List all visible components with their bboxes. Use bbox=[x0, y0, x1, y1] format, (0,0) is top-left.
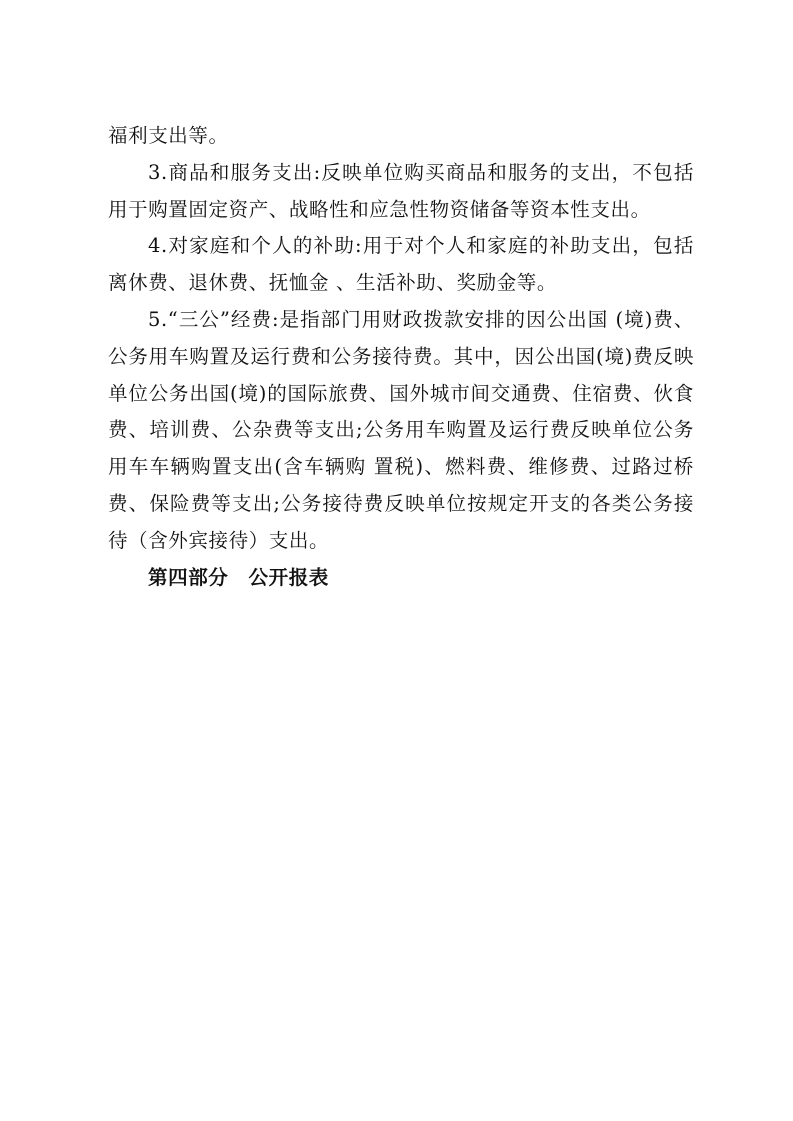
text-line: 括离休费、退休费、抚恤金 、生活补助、奖励金等。 bbox=[108, 234, 694, 295]
text-line: 支的各类公务接待（含外宾接待）支出。 bbox=[108, 491, 694, 552]
text-line: 映单位公务用车车辆购置支出(含车辆购 置税)、燃料费、维修 bbox=[108, 418, 694, 479]
text-line: 括用于购置固定资产、战略性和应急性物资储备等资本性支出。 bbox=[108, 160, 694, 221]
text-line: 福利支出等。 bbox=[108, 124, 229, 147]
paragraph-goods-services bbox=[108, 155, 694, 229]
document-body bbox=[108, 118, 694, 596]
text-line: 费、过路过桥费、保险费等支出;公务接待费反映单位按规定开 bbox=[108, 455, 694, 515]
paragraph-three-public-expenses bbox=[108, 302, 694, 560]
text-line: 费反映单位公务出国(境)的国际旅费、国外城市间交通费、住宿 bbox=[108, 344, 694, 405]
section-heading: 第四部分 公开报表 bbox=[148, 565, 329, 589]
text-line: 4.对家庭和个人的补助:用于对个人和家庭的补助支出，包 bbox=[148, 234, 674, 258]
text-line: 5.“三公”经费:是指部门用财政拨款安排的因公出国 (境) bbox=[148, 307, 653, 331]
text-line: 费、伙食费、培训费、公杂费等支出;公务用车购置及运行费反 bbox=[108, 381, 694, 442]
text-line: 费、公务用车购置及运行费和公务接待费。其中，因公出国(境) bbox=[108, 307, 694, 368]
paragraph-household-subsidy bbox=[108, 228, 694, 302]
paragraph-welfare-continuation bbox=[108, 118, 694, 155]
text-line: 3.商品和服务支出:反映单位购买商品和服务的支出，不包 bbox=[148, 160, 674, 184]
